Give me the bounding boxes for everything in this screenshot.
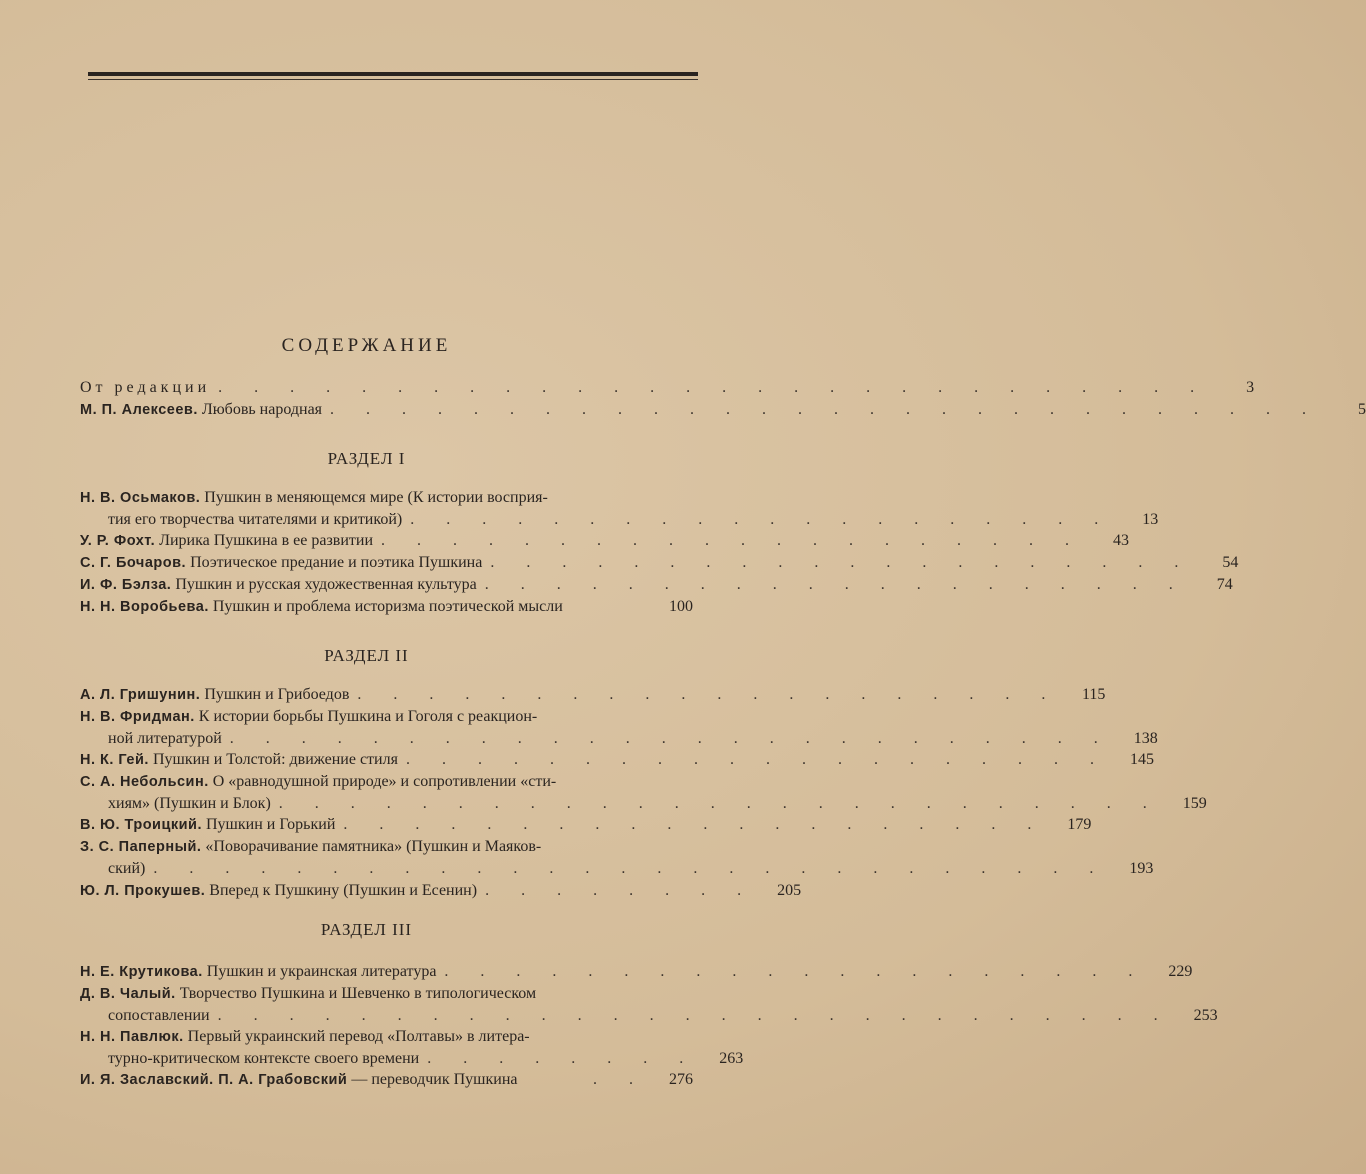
leader-dots: . . . . . . . . . . . . . . . . . . . . . . . . . [278, 795, 1161, 812]
entry-title: Пушкин и Грибоедов [204, 686, 350, 703]
page-number: 179 [1067, 816, 1092, 833]
section-heading-2: РАЗДЕЛ II [324, 646, 409, 665]
page-number: 13 [1142, 511, 1159, 528]
page-number: 74 [1216, 576, 1233, 593]
entry-title-line: Первый украинский перевод «Полтавы» в литера- [187, 1028, 530, 1045]
leader-dots: . . . . . . . . . . . . . . . . . . . . . . . . . [229, 730, 1112, 747]
toc-entry-zaslavsky[interactable] [80, 1069, 693, 1091]
entry-author: И. Я. Заславский. П. А. Грабовский [80, 1072, 348, 1088]
entry-author: И. Ф. Бэлза. [80, 577, 172, 593]
leader-dots: . . . . . . . . . . . . . . . . . . . . [490, 554, 1193, 571]
toc-entry-editorial[interactable] [80, 377, 1255, 399]
leader-dots: . . . . . . . . . . . . . . . . . . . . . . . . . . . [153, 860, 1108, 877]
page-number: 263 [719, 1050, 744, 1067]
entry-title: Пушкин и русская художественная культура [175, 576, 477, 593]
page-number: 276 [669, 1071, 693, 1088]
toc-entry-vorobyeva[interactable] [80, 596, 693, 618]
leader-dots: . . [593, 1071, 647, 1088]
toc-entry-grishunin[interactable] [80, 684, 1106, 706]
entry-title-line: хиям» (Пушкин и Блок) [108, 795, 271, 812]
page-number: 138 [1133, 730, 1158, 747]
toc-entry-prokushev[interactable] [80, 880, 802, 902]
entry-author: Н. В. Осьмаков. [80, 490, 201, 506]
entry-title: Любовь народная [201, 401, 323, 418]
entry-title: Поэтическое предание и поэтика Пушкина [190, 554, 483, 571]
toc-entry-gey[interactable] [80, 749, 1154, 771]
leader-dots: . . . . . . . . . . . . . . . . . . . . [381, 532, 1084, 549]
entry-author: Ю. Л. Прокушев. [80, 883, 206, 899]
toc-entry-osmakov[interactable] [80, 487, 1159, 531]
entry-title-line: тия его творчества читателями и критикой) [108, 511, 403, 528]
toc-entry-paperny[interactable] [80, 836, 1154, 880]
leader-dots: . . . . . . . . . . . . . . . . . . . . [444, 963, 1147, 980]
leader-dots: . . . . . . . . . . . . . . . . . . . . . . . . . . . . [330, 401, 1321, 418]
entry-author: Н. Н. Воробьева. [80, 599, 209, 615]
entry-author: А. Л. Гришунин. [80, 687, 201, 703]
entry-title-line: «Поворачивание памятника» (Пушкин и Маяков- [205, 838, 542, 855]
page-number: 253 [1193, 1007, 1218, 1024]
toc-entry-troitsky[interactable] [80, 814, 1092, 836]
page-number: 145 [1129, 751, 1154, 768]
entry-author: М. П. Алексеев. [80, 402, 198, 418]
entry-title: Пушкин и Толстой: движение стиля [152, 751, 398, 768]
entry-title: — переводчик Пушкина [351, 1071, 518, 1088]
entry-title-line: сопоставлении [108, 1007, 210, 1024]
toc-entry-pavlyuk[interactable] [80, 1026, 744, 1070]
leader-dots: . . . . . . . . . . . . . . . . . . . . . . . . . . . [217, 1007, 1172, 1024]
entry-author: Н. К. Гей. [80, 752, 149, 768]
page-title: СОДЕРЖАНИЕ [281, 335, 452, 356]
top-rule-thin [88, 79, 698, 80]
toc-entry-krutikova[interactable] [80, 961, 1193, 983]
leader-dots: . . . . . . . . . . . . . . . . . . . . [357, 686, 1060, 703]
toc-entry-fridman[interactable] [80, 706, 1158, 750]
leader-dots: . . . . . . . . . . . . . . . . . . . . . . . . . . . . [218, 379, 1209, 396]
entry-title: Вперед к Пушкину (Пушкин и Есенин) [209, 882, 478, 899]
leader-dots: . . . . . . . . . . . . . . . . . . . . [343, 816, 1046, 833]
entry-title: Пушкин и украинская литература [206, 963, 437, 980]
toc-entry-fokht[interactable] [80, 530, 1130, 552]
leader-dots: . . . . . . . . [427, 1050, 698, 1067]
entry-author: В. Ю. Троицкий. [80, 817, 202, 833]
entry-author: З. С. Паперный. [80, 839, 202, 855]
leader-dots: . . . . . . . . [485, 882, 756, 899]
leader-dots: . . . . . . . . . . . . . . . . . . . . [405, 751, 1108, 768]
entry-title-line: ский) [108, 860, 146, 877]
page-number: 43 [1113, 532, 1130, 549]
leader-dots: . . . . . . . . . . . . . . . . . . . . [410, 511, 1113, 528]
page-number: 205 [777, 882, 802, 899]
entry-title-line: К истории борьбы Пушкина и Гоголя с реакцион- [198, 708, 538, 725]
top-rule [88, 72, 698, 76]
page-number: 229 [1168, 963, 1193, 980]
leader-dots: . . . . . . . . . . . . . . . . . . . . [484, 576, 1187, 593]
toc-entry-alekseev[interactable] [80, 399, 1366, 421]
page-number: 100 [669, 598, 693, 615]
entry-author: С. Г. Бочаров. [80, 555, 187, 571]
entry-author: С. А. Небольсин. [80, 774, 209, 790]
entry-title-line: Пушкин в меняющемся мире (К истории восприя- [204, 489, 548, 506]
entry-author: Н. Е. Крутикова. [80, 964, 203, 980]
page-number: 115 [1081, 686, 1106, 703]
page-number: 159 [1182, 795, 1207, 812]
toc-entry-bocharov[interactable] [80, 552, 1239, 574]
page-number: 5 [1358, 401, 1366, 418]
entry-title-line: Творчество Пушкина и Шевченко в типологическом [179, 985, 537, 1002]
entry-title: Пушкин и проблема историзма поэтической мысли [212, 598, 563, 615]
entry-title: Лирика Пушкина в ее развитии [159, 532, 374, 549]
entry-author: Д. В. Чалый. [80, 986, 176, 1002]
entry-author: У. Р. Фохт. [80, 533, 156, 549]
toc-entry-belza[interactable] [80, 574, 1233, 596]
toc-entry-nebolsin[interactable] [80, 771, 1207, 815]
entry-title-line: турно-критическом контексте своего времени [108, 1050, 420, 1067]
page-number: 193 [1129, 860, 1154, 877]
page-number: 54 [1222, 554, 1239, 571]
section-heading-3: РАЗДЕЛ III [320, 920, 413, 939]
entry-title: Пушкин и Горький [206, 816, 336, 833]
entry-title-line: ной литературой [108, 730, 222, 747]
entry-author: Н. В. Фридман. [80, 709, 195, 725]
page-number: 3 [1246, 379, 1255, 396]
entry-author: Н. Н. Павлюк. [80, 1029, 184, 1045]
toc-entry-chaly[interactable] [80, 983, 1218, 1027]
section-heading-1: РАЗДЕЛ I [327, 449, 406, 468]
entry-title: От редакции [80, 379, 211, 396]
entry-title-line: О «равнодушной природе» и сопротивлении «сти- [212, 773, 557, 790]
